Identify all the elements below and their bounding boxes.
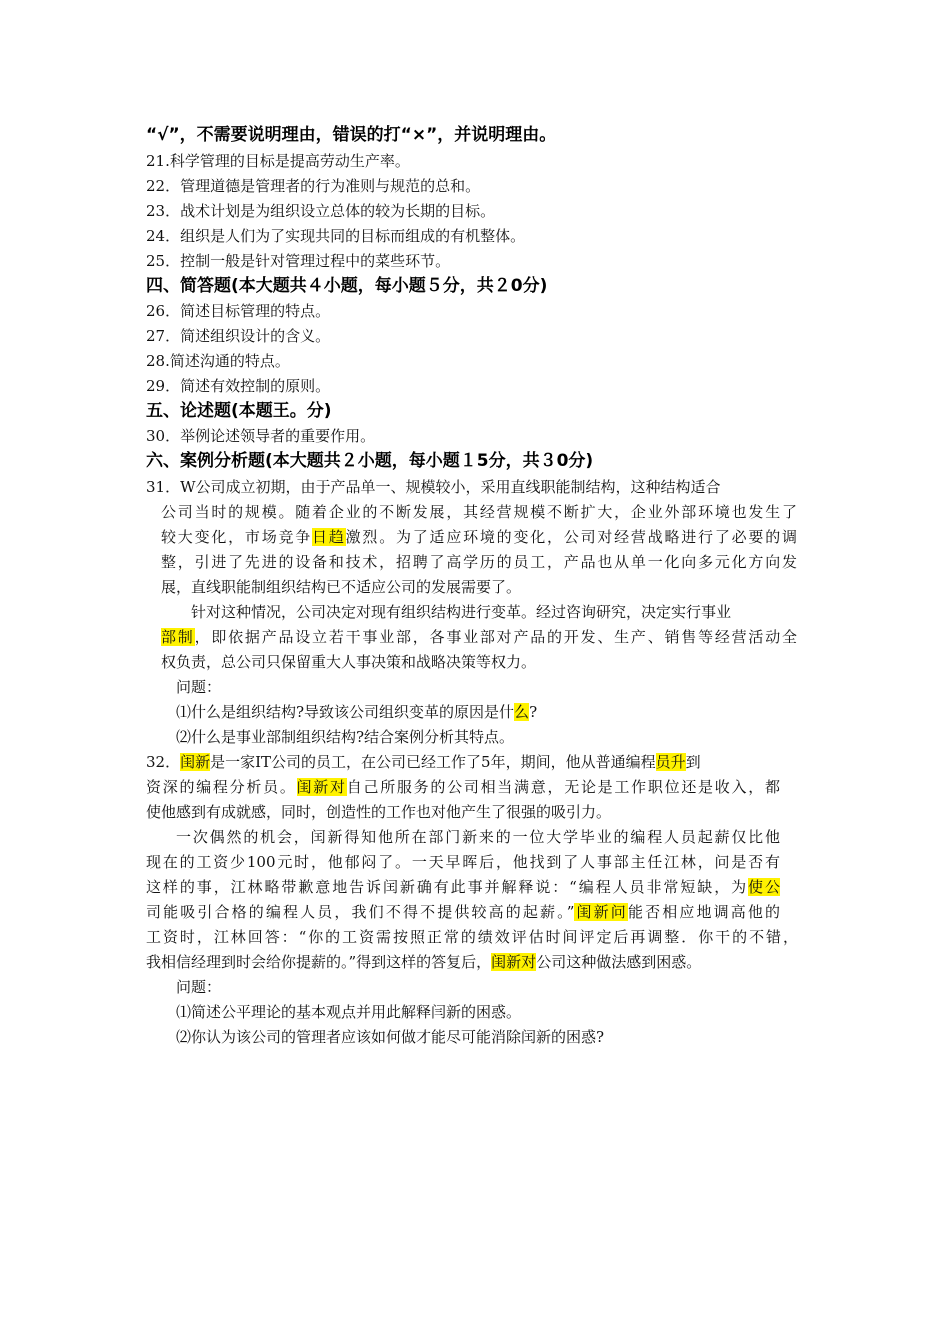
q32-question-1: ⑴简述公平理论的基本观点并用此解释闫新的困惑。	[176, 1003, 522, 1021]
q31-line: 31．W公司成立初期，由于产品单一、规模较小，采用直线职能制结构，这种结构适合	[146, 478, 721, 496]
highlight: 员升	[655, 753, 686, 771]
q31-question-2: ⑵什么是事业部制组织结构?结合案例分析其特点。	[176, 728, 515, 746]
q32-line: 这样的事，江林略带歉意地告诉闰新确有此事并解释说：“编程人员非常短缺，为使公	[146, 878, 780, 896]
q32-question-label: 问题：	[176, 978, 222, 996]
q31-line: 针对这种情况，公司决定对现有组织结构进行变革。经过咨询研究，决定实行事业	[191, 603, 732, 621]
highlight: 使公	[748, 878, 780, 896]
highlight: 日趋	[312, 528, 346, 546]
q31-line: 公司当时的规模。随着企业的不断发展，其经营规模不断扩大，企业外部环境也发生了	[161, 503, 797, 521]
q32-line: 现在的工资少100元时，他郁闷了。一天早晖后，他找到了人事部主任江林，问是否有	[146, 853, 780, 871]
tf-item-22: 22．管理道德是管理者的行为准则与规范的总和。	[146, 177, 481, 195]
q31-question-1: ⑴什么是组织结构?导致该公司组织变革的原因是什么?	[176, 703, 538, 721]
highlight: 部制	[161, 628, 195, 646]
q32-line: 一次偶然的机会，闰新得知他所在部门新来的一位大学毕业的编程人员起薪仅比他	[176, 828, 780, 846]
q32-line: 我相信经理到时会给你提薪的。”得到这样的答复后，闺新对公司这种做法感到困惑。	[146, 953, 702, 971]
short-item-27: 27．简述组织设计的含义。	[146, 327, 331, 345]
q32-line: 资深的编程分析员。闺新对自己所服务的公司相当满意，无论是工作职位还是收入，都	[146, 778, 780, 796]
tf-instruction: “√”，不需要说明理由，错误的打“×”，并说明理由。	[146, 125, 557, 145]
short-item-26: 26．简述目标管理的特点。	[146, 302, 331, 320]
essay-item-30: 30．举例论述领导者的重要作用。	[146, 427, 376, 445]
case-heading: 六、案例分析题(本大题共２小题，每小题１5分，共３0分)	[146, 451, 594, 471]
highlight: 闺新对	[296, 778, 347, 796]
q32-line: 32．闺新是一家IT公司的员工，在公司已经工作了5年，期间，他从普通编程员升到	[146, 753, 701, 771]
tf-item-24: 24．组织是人们为了实现共同的目标而组成的有机整体。	[146, 227, 526, 245]
q31-line: 部制，即依据产品设立若干事业部，各事业部对产品的开发、生产、销售等经营活动全	[161, 628, 797, 646]
short-answer-heading: 四、简答题(本大题共４小题，每小题５分，共２0分)	[146, 276, 548, 296]
q32-line: 使他感到有成就感，同时，创造性的工作也对他产生了很强的吸引力。	[146, 803, 612, 821]
q31-line: 较大变化，市场竞争日趋激烈。为了适应环境的变化，公司对经营战略进行了必要的调	[161, 528, 797, 546]
essay-heading: 五、论述题(本题王。分)	[146, 401, 332, 421]
tf-item-23: 23．战术计划是为组织设立总体的较为长期的目标。	[146, 202, 496, 220]
q32-question-2: ⑵你认为该公司的管理者应该如何做才能尽可能消除闰新的困惑?	[176, 1028, 605, 1046]
highlight: 闺新对	[491, 953, 537, 971]
tf-item-25: 25．控制一般是针对管理过程中的菜些环节。	[146, 252, 451, 270]
q31-line: 整，引进了先进的设备和技术，招聘了高学历的员工，产品也从单一化向多元化方向发	[161, 553, 797, 571]
q31-question-label: 问题：	[176, 678, 222, 696]
q31-line: 权负责，总公司只保留重大人事决策和战略决策等权力。	[161, 653, 537, 671]
q32-line: 司能吸引合格的编程人员，我们不得不提供较高的起薪。”闺新问能否相应地调高他的	[146, 903, 780, 921]
highlight: 么	[514, 703, 530, 721]
short-item-28: 28.简述沟通的特点。	[146, 352, 290, 370]
short-item-29: 29．简述有效控制的原则。	[146, 377, 331, 395]
q32-line: 工资时，江林回答：“你的工资需按照正常的绩效评估时间评定后再调整．你干的不错，	[146, 928, 798, 946]
highlight: 闺新问	[574, 903, 628, 921]
highlight: 闺新	[180, 753, 211, 771]
tf-item-21: 21.科学管理的目标是提高劳动生产率。	[146, 152, 410, 170]
q31-line: 展，直线职能制组织结构已不适应公司的发展需要了。	[161, 578, 522, 596]
